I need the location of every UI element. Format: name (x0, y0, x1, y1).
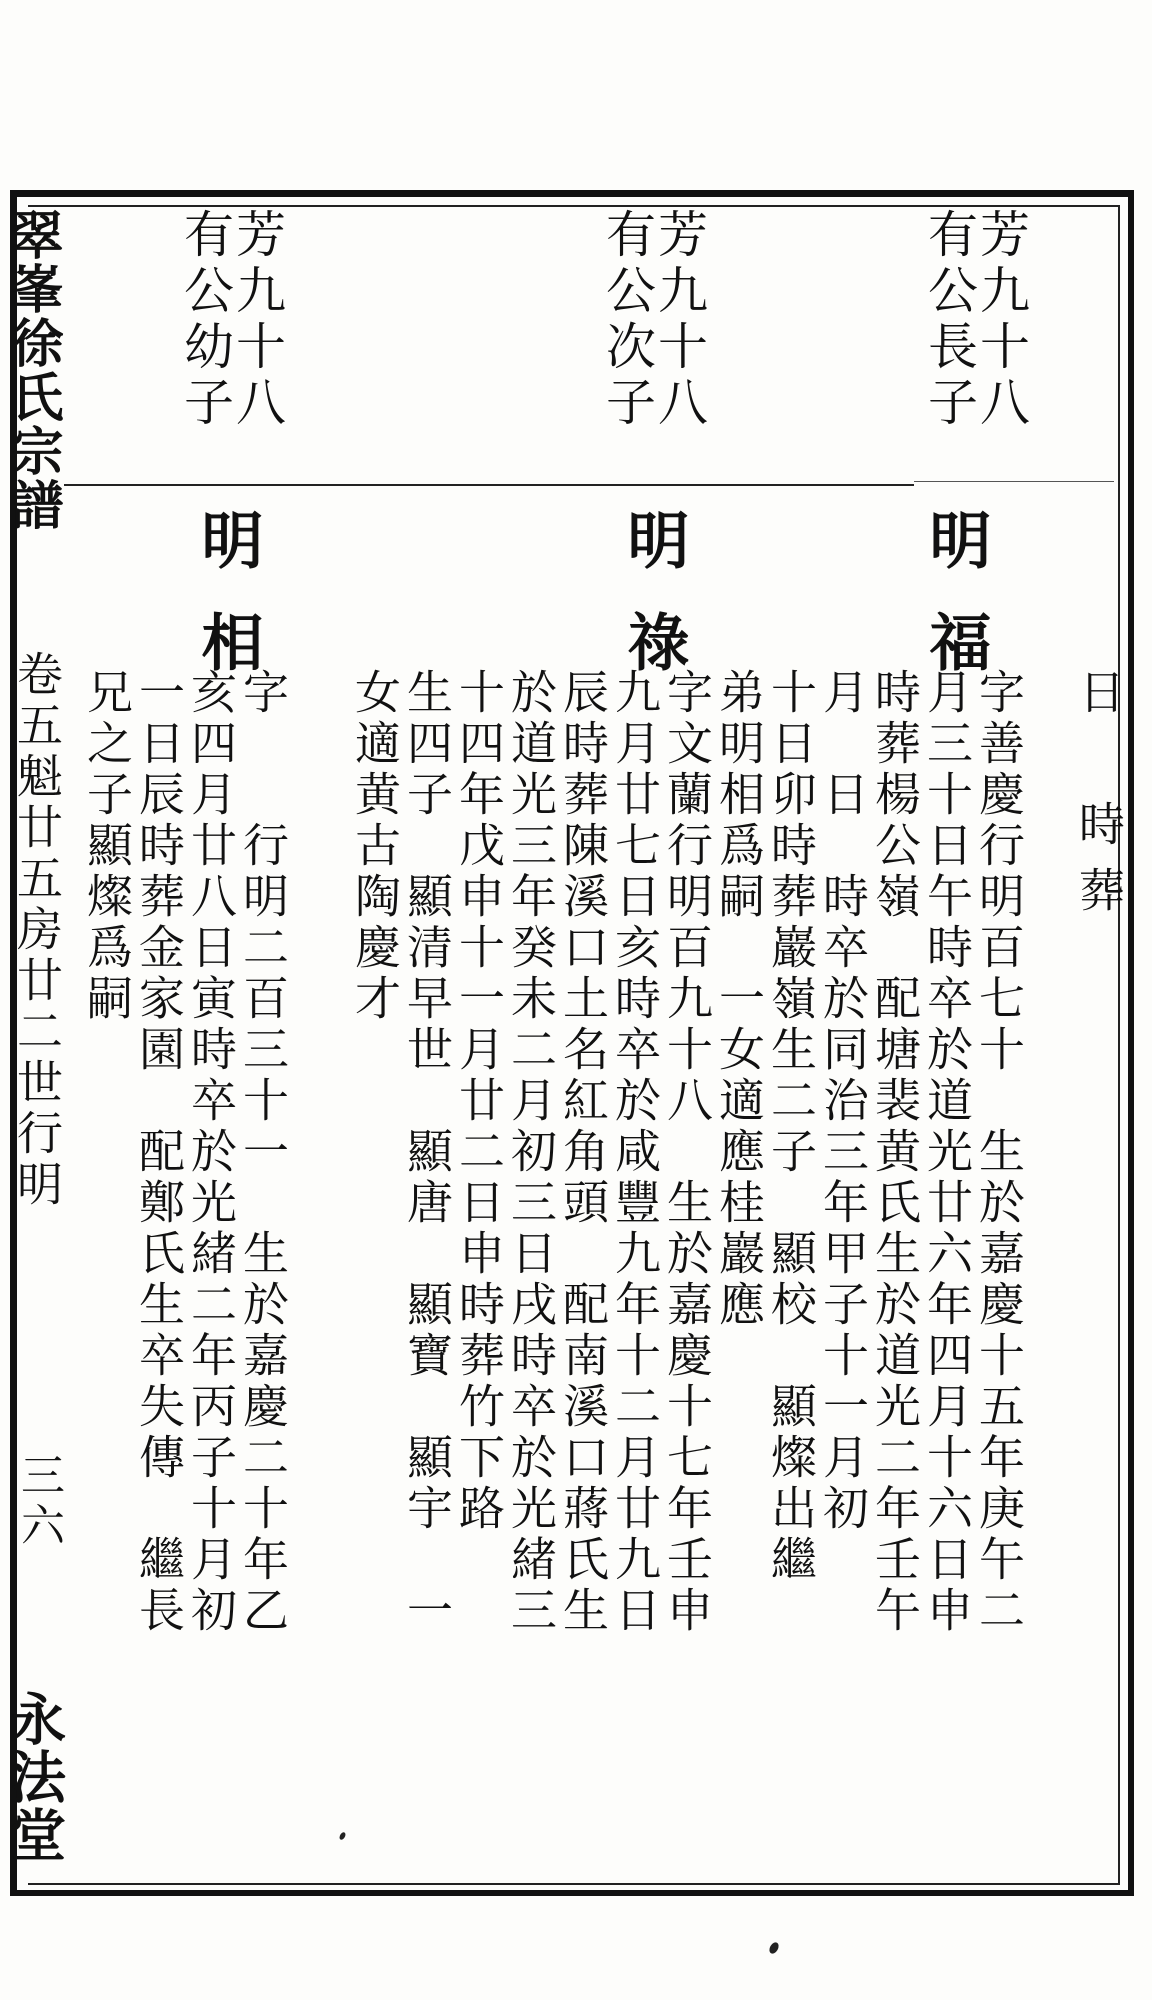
header-divider-rule (64, 484, 914, 486)
entry-text-line: 女適黄古陶慶才 (348, 668, 402, 1025)
entry-text-line: 字 行明二百三十一 生於嘉慶二十年乙 (236, 668, 290, 1637)
entry-text-line: 月三十日午時卒於道光廿六年四月十六日申 (920, 668, 974, 1637)
entry-text-line: 字文蘭行明百九十八 生於嘉慶十七年壬申 (660, 668, 714, 1637)
entry-text-line: 辰時葬陳溪口土名紅角頭 配南溪口蔣氏生 (556, 668, 610, 1637)
spine-volume-info: 卷五魁廿五房廿二世行明 (10, 650, 64, 1211)
entry-header-line: 有公幼子 (176, 208, 234, 432)
entry-text-line: 字善慶行明百七十 生於嘉慶十五年庚午二 (972, 668, 1026, 1637)
entry-header-line: 有公長子 (920, 208, 978, 432)
entry-text-line: 生四子 顯清早世 顯唐 顯寶 顯宇 一 (400, 668, 454, 1637)
entry-text-line: 於道光三年癸未二月初三日戌時卒於光緒三 (504, 668, 558, 1637)
entry-name: 明祿 (617, 508, 690, 712)
entry-header-line: 芳九十八 (650, 208, 708, 432)
header-divider-rule-right (914, 481, 1114, 482)
entry-text-line: 亥四月廿八日寅時卒於光緒二年丙子十月初 (184, 668, 238, 1637)
entry-name: 明福 (919, 508, 992, 712)
entry-text-line: 時葬楊公嶺 配塘裴黄氏生於道光二年壬午 (868, 668, 922, 1637)
entry-text-line: 弟明相爲嗣 一女適應桂巖應 (712, 668, 766, 1331)
margin-note: 日 時葬 (1072, 668, 1126, 932)
entry-header-line: 芳九十八 (972, 208, 1030, 432)
spine-title: 翠峯徐氏宗譜 (2, 208, 63, 532)
entry-text-line: 月 日 時卒於同治三年甲子十一月初 (816, 668, 870, 1535)
ink-speck (768, 1941, 781, 1955)
entry-text-line: 十日卯時葬巖嶺生二子 顯校 顯燦出繼 (764, 668, 818, 1586)
entry-text-line: 十四年戊申十一月廿二日申時葬竹下路 (452, 668, 506, 1535)
entry-text-line: 兄之子顯燦爲嗣 (80, 668, 134, 1025)
entry-text-line: 九月廿七日亥時卒於咸豐九年十二月廿九日 (608, 668, 662, 1637)
spine-page-number: 三六 (13, 1452, 64, 1552)
entry-header-line: 芳九十八 (228, 208, 286, 432)
entry-name: 明相 (191, 508, 264, 712)
spine-hall-name: 永法堂 (1, 1690, 67, 1864)
entry-header-line: 有公次子 (598, 208, 656, 432)
entry-text-line: 一日辰時葬金家園 配鄭氏生卒失傳 繼長 (132, 668, 186, 1637)
